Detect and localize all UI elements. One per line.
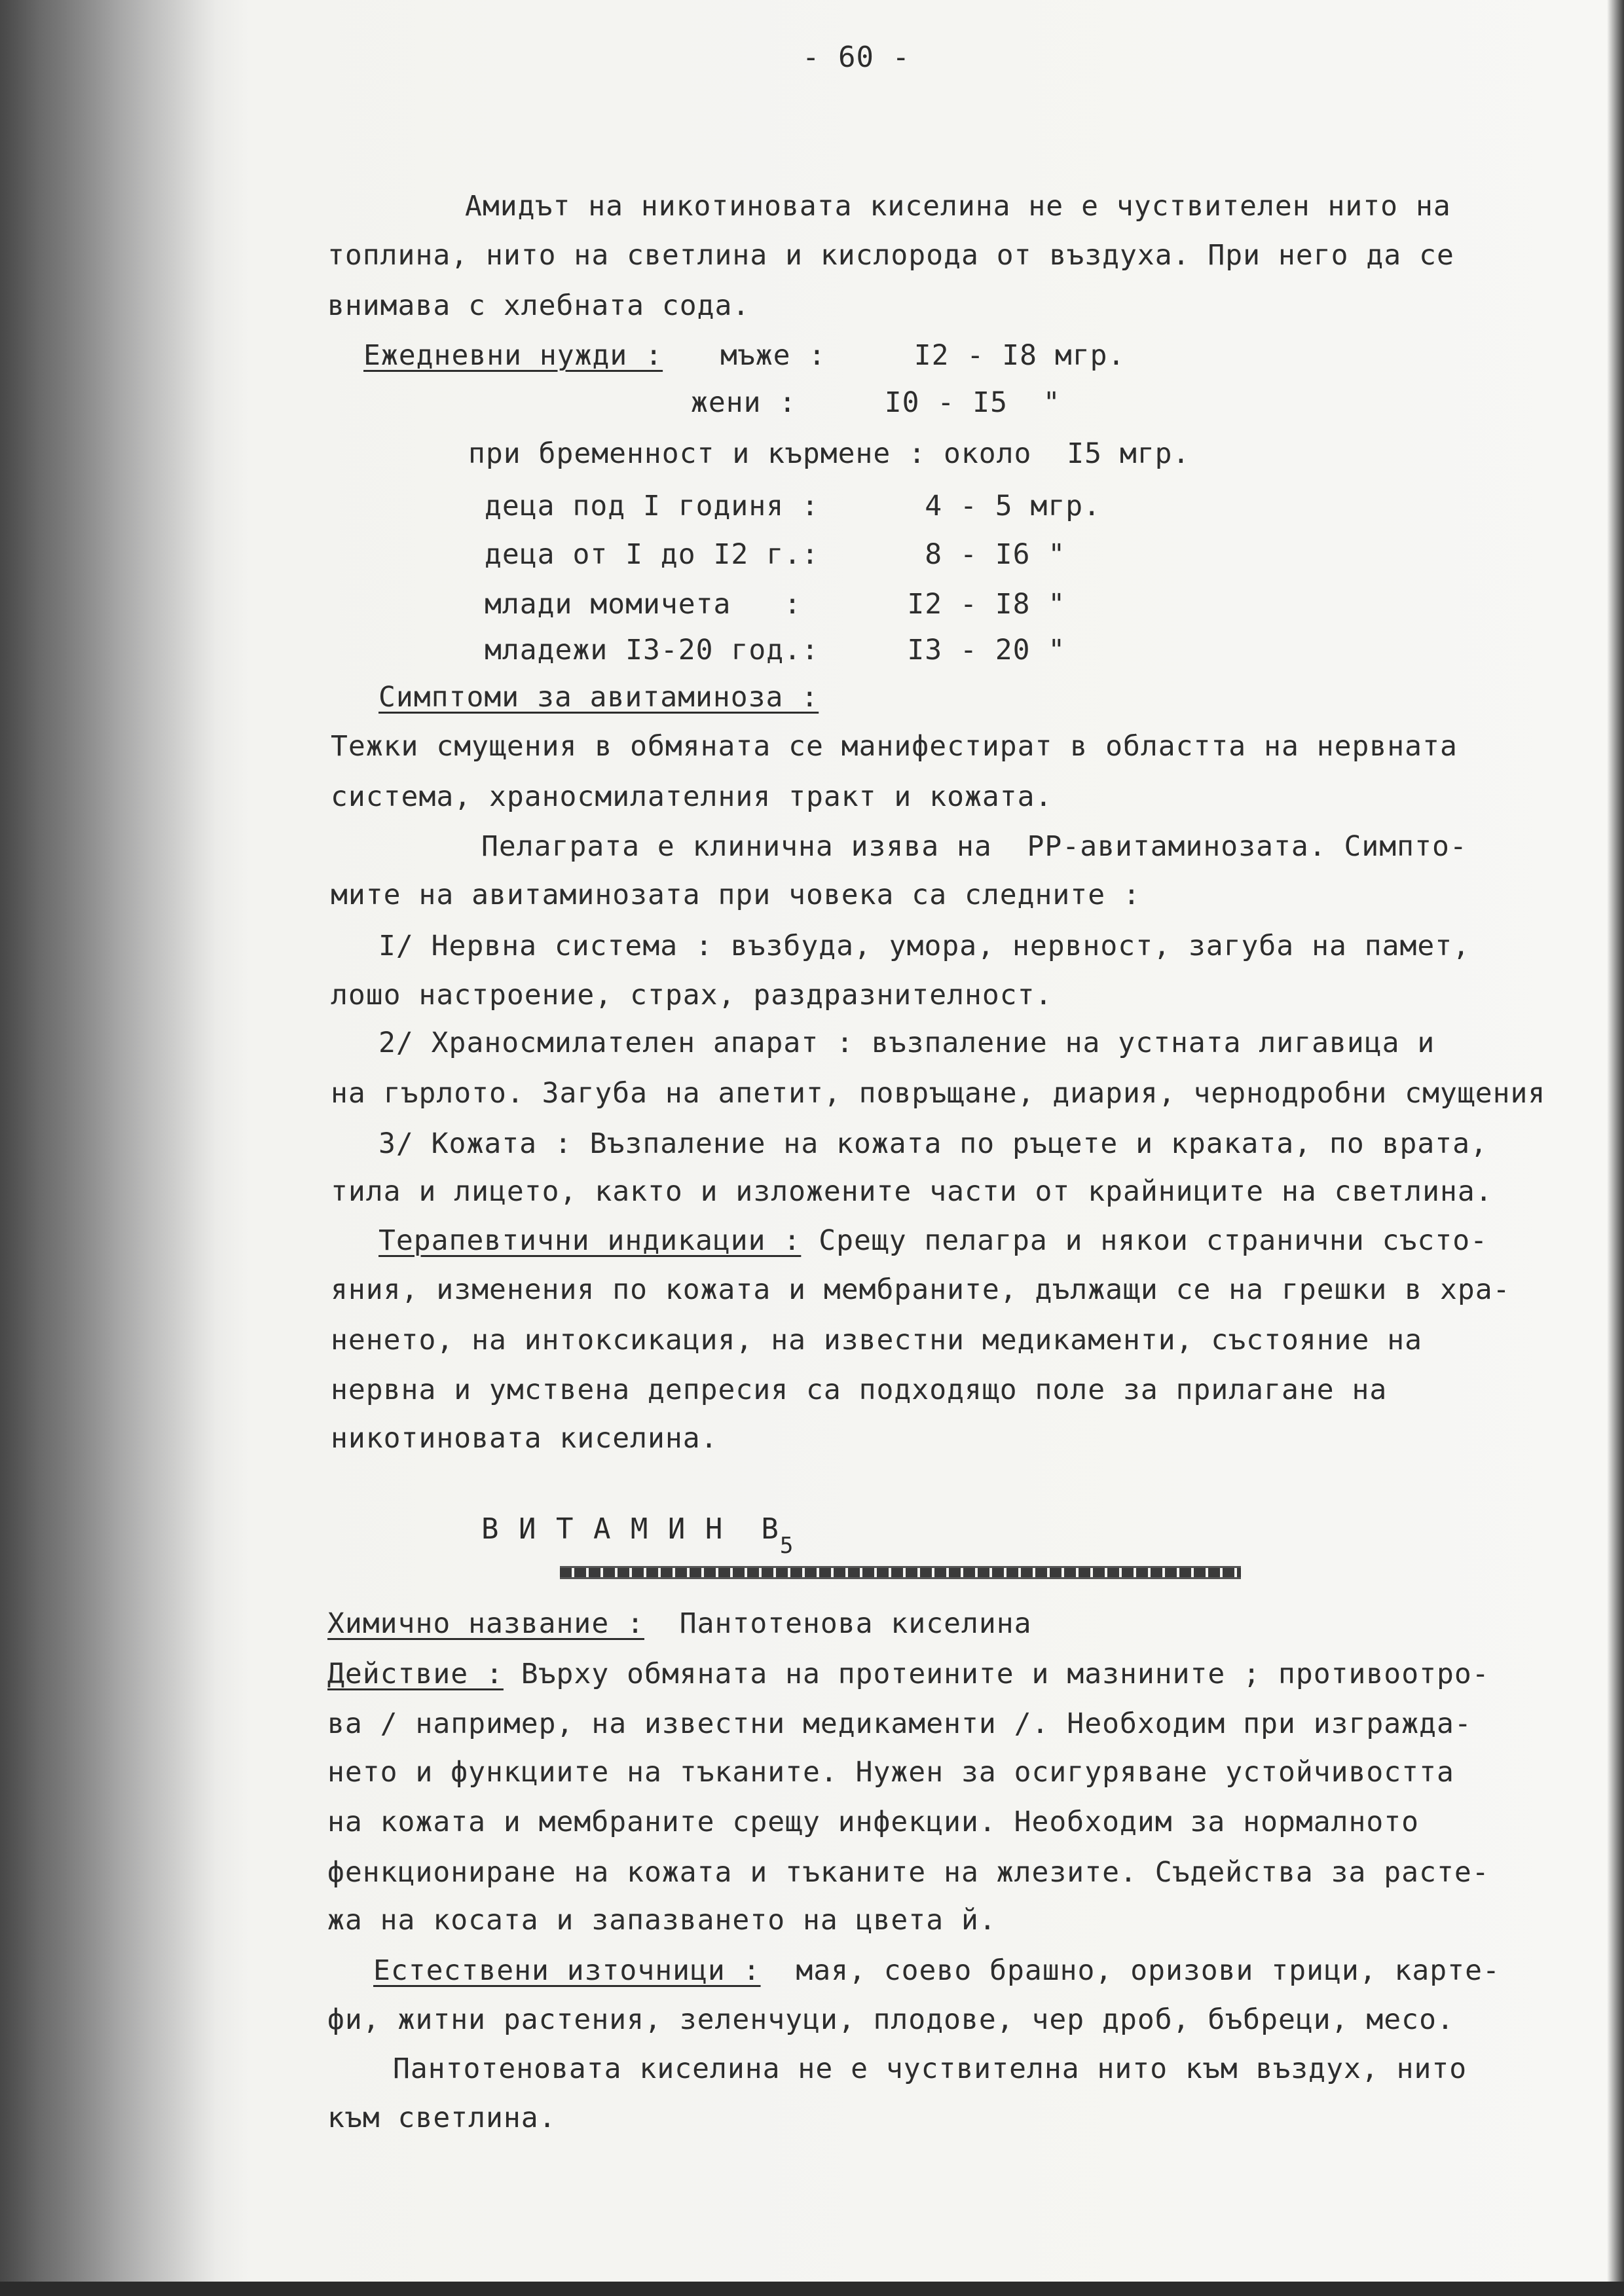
needs-infants: деца под I годиня : 4 - 5 мгр.: [485, 490, 1101, 522]
paragraph-line: ва / например, на известни медикаменти /. Необходим при изгражда-: [327, 1707, 1472, 1740]
paragraph-line: внимава с хлебната сода.: [327, 289, 750, 322]
paragraph-line: система, храносмилателния тракт и кожата.: [331, 780, 1053, 813]
paragraph-line: на гърлото. Загуба на апетит, повръщане, диария, чернодробни смущения: [331, 1077, 1546, 1110]
paragraph-line: Амидът на никотиновата киселина не е чуствителен нито на: [465, 190, 1451, 223]
therapy-label: Терапевтични индикации :: [378, 1224, 802, 1257]
sources-text: мая, соево брашно, оризови трици, карте-: [760, 1954, 1500, 1987]
paragraph-line: ненето, на интоксикация, на известни медикаменти, състояние на: [331, 1324, 1423, 1357]
paragraph-line: 3/ Кожата : Възпаление на кожата по ръцете и краката, по врата,: [378, 1127, 1488, 1160]
therapy-line: [378, 1224, 1488, 1257]
page-edge-bottom: [0, 2282, 1624, 2296]
paragraph-line: Пелаграта е клинична изява на PP-авитаминозата. Симпто-: [481, 830, 1467, 863]
paragraph-line: към светлина.: [327, 2102, 557, 2134]
paragraph-line: тила и лицето, както и изложените части от крайниците на светлина.: [331, 1175, 1493, 1208]
needs-youth: младежи I3-20 год.: I3 - 20 ": [485, 634, 1066, 666]
paragraph-line: на кожата и мембраните срещу инфекции. Необходим за нормалното: [327, 1806, 1420, 1838]
needs-girls: млади момичета : I2 - I8 ": [485, 588, 1066, 621]
action-label: Действие :: [327, 1658, 504, 1690]
paragraph-line: жа на косата и запазването на цвета й.: [327, 1904, 997, 1937]
vitamin-heading: [481, 1512, 795, 1559]
paragraph-line: мите на авитаминозата при човека са следните :: [331, 879, 1141, 911]
needs-children: деца от I до I2 г.: 8 - I6 ": [485, 538, 1066, 571]
paragraph-line: нервна и умствена депресия са подходящо поле за прилагане на: [331, 1374, 1388, 1406]
paragraph-line: лошо настроение, страх, раздразнителност.: [331, 979, 1053, 1011]
paragraph-line: Пантотеновата киселина не е чуствителна нито към въздух, нито: [393, 2052, 1467, 2085]
chem-label: Химично название :: [327, 1607, 644, 1640]
vitamin-subscript: 5: [779, 1533, 795, 1559]
sources-label: Естествени източници :: [373, 1954, 761, 1987]
paragraph-line: I/ Нервна система : възбуда, умора, нервност, загуба на памет,: [378, 930, 1471, 962]
paragraph-line: никотиновата киселина.: [331, 1422, 718, 1455]
sources-line: [373, 1954, 1500, 1987]
vitamin-heading-text: В И Т А М И Н В: [481, 1512, 780, 1546]
heading-double-rule: [560, 1566, 1241, 1579]
paragraph-line: топлина, нито на светлина и кислорода от въздуха. При него да се: [327, 239, 1454, 272]
needs-pregnant: при бременност и кърмене : около I5 мгр.: [468, 437, 1190, 470]
page-edge-right: [1607, 0, 1624, 2296]
chem-line: [327, 1607, 1032, 1640]
needs-men: мъже : I2 - I8 мгр.: [720, 339, 1126, 372]
book-spine-shadow: [0, 0, 216, 2296]
needs-label: Ежедневни нужди :: [363, 339, 663, 372]
action-text: Върху обмяната на протеините и мазнините ; противоотро-: [503, 1658, 1490, 1690]
therapy-text: Срещу пелагра и някои странични състо-: [801, 1224, 1488, 1257]
paragraph-line: нето и функциите на тъканите. Нужен за осигуряване устойчивостта: [327, 1756, 1454, 1789]
needs-women: жени : I0 - I5 ": [691, 386, 1061, 419]
paragraph-line: 2/ Храносмилателен апарат : възпаление на устната лигавица и: [378, 1027, 1435, 1059]
paragraph-line: фенкциониране на кожата и тъканите на жлезите. Съдейства за расте-: [327, 1856, 1490, 1889]
symptoms-label: Симптоми за авитаминоза :: [378, 681, 819, 714]
paragraph-line: Тежки смущения в обмяната се манифестират в областта на нервната: [331, 730, 1458, 763]
paragraph-line: яния, изменения по кожата и мембраните, дължащи се на грешки в хра-: [331, 1273, 1511, 1306]
paragraph-line: фи, житни растения, зеленчуци, плодове, чер дроб, бъбреци, месо.: [327, 2003, 1454, 2036]
action-line: [327, 1658, 1490, 1690]
chem-value: Пантотенова киселина: [644, 1607, 1032, 1640]
page-number: - 60 -: [802, 41, 910, 74]
